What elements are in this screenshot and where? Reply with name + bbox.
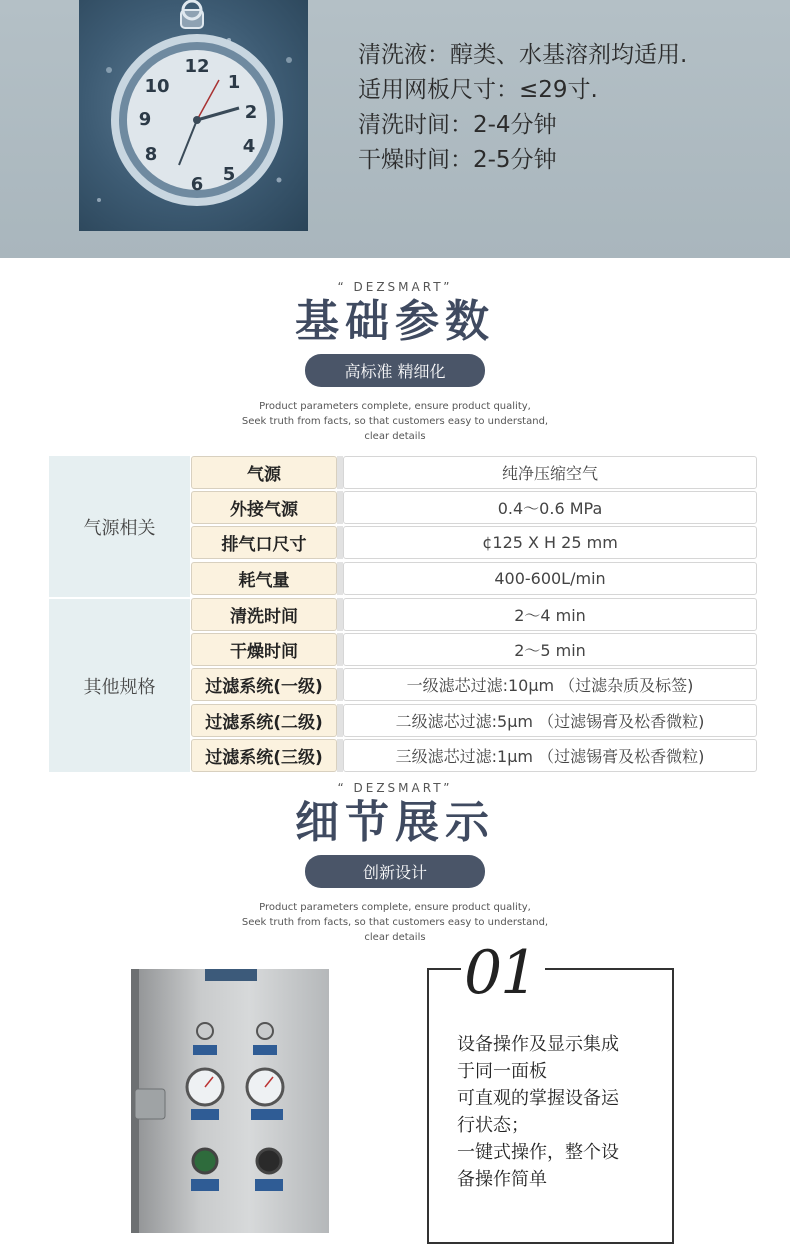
- stopwatch-photo: [79, 0, 308, 231]
- parameter-table: [49, 456, 757, 772]
- top-banner: [0, 0, 790, 258]
- desc-line: Seek truth from facts, so that customers easy to understand,: [241, 917, 549, 928]
- param-key: 过滤系统(二级): [191, 704, 337, 737]
- section-title: 基础参数: [295, 296, 495, 347]
- desc-line: Product parameters complete, ensure product quality,: [259, 902, 531, 913]
- table-row: [191, 456, 757, 489]
- desc-line: clear details: [364, 431, 426, 442]
- table-row: [191, 491, 757, 524]
- param-key: 过滤系统(三级): [191, 739, 337, 772]
- param-value: ¢125 X H 25 mm: [343, 526, 757, 559]
- table-row: [191, 598, 757, 631]
- detail-line: 可直观的掌握设备运: [457, 1088, 619, 1109]
- param-key: 外接气源: [191, 491, 337, 524]
- param-value: 0.4～0.6 MPa: [343, 491, 757, 524]
- desc-line: Product parameters complete, ensure product quality,: [259, 401, 531, 412]
- frame-top-line: [427, 968, 461, 970]
- svg-text:9: 9: [138, 109, 152, 130]
- control-panel-photo: [131, 969, 329, 1233]
- table-row: [191, 562, 757, 595]
- detail-line: 于同一面板: [457, 1061, 547, 1082]
- detail-line: 备操作简单: [457, 1169, 547, 1190]
- table-row: [191, 668, 757, 701]
- table-row: [191, 739, 757, 772]
- param-value: 纯净压缩空气: [343, 456, 757, 489]
- section-pill: 创新设计: [305, 855, 485, 888]
- param-value: 三级滤芯过滤:1μm （过滤锡膏及松香微粒): [343, 739, 757, 772]
- param-value: 2～5 min: [343, 633, 757, 666]
- detail-line: 一键式操作，整个设: [457, 1142, 619, 1163]
- param-key: 耗气量: [191, 562, 337, 595]
- svg-text:1: 1: [227, 72, 241, 93]
- svg-text:12: 12: [184, 56, 210, 77]
- brand-label: “ DEZSMART”: [337, 781, 453, 795]
- param-value: 二级滤芯过滤:5μm （过滤锡膏及松香微粒): [343, 704, 757, 737]
- group-label-other: 其他规格: [49, 599, 190, 772]
- detail-section-header: [0, 781, 790, 945]
- detail-line: 设备操作及显示集成: [457, 1034, 619, 1055]
- param-key: 过滤系统(一级): [191, 668, 337, 701]
- banner-line: 清洗时间：2-4分钟: [358, 112, 557, 138]
- table-row: [191, 526, 757, 559]
- banner-line: 适用网板尺寸：≤29寸.: [358, 77, 598, 103]
- section-title: 细节展示: [295, 797, 495, 848]
- svg-text:5: 5: [222, 164, 236, 185]
- param-key: 排气口尺寸: [191, 526, 337, 559]
- detail-number: 01: [464, 938, 537, 1008]
- params-section-header: [0, 280, 790, 444]
- section-description: [0, 900, 790, 945]
- detail-line: 行状态；: [457, 1115, 529, 1136]
- param-value: 400-600L/min: [343, 562, 757, 595]
- group-label-air: 气源相关: [49, 456, 190, 597]
- frame-top-line: [545, 968, 674, 970]
- desc-line: Seek truth from facts, so that customers easy to understand,: [241, 416, 549, 427]
- param-key: 清洗时间: [191, 598, 337, 631]
- section-description: [0, 399, 790, 444]
- svg-text:6: 6: [190, 174, 204, 195]
- svg-text:10: 10: [144, 76, 170, 97]
- param-value: 2～4 min: [343, 598, 757, 631]
- svg-text:4: 4: [242, 136, 256, 157]
- banner-line: 清洗液：醇类、水基溶剂均适用.: [358, 42, 688, 68]
- svg-text:2: 2: [244, 102, 258, 123]
- table-row: [191, 633, 757, 666]
- section-pill: 高标准 精细化: [305, 354, 485, 387]
- brand-label: “ DEZSMART”: [337, 280, 453, 294]
- table-row: [191, 704, 757, 737]
- banner-line: 干燥时间：2-5分钟: [358, 147, 557, 173]
- desc-line: clear details: [364, 932, 426, 943]
- param-key: 干燥时间: [191, 633, 337, 666]
- detail-description: [457, 1031, 657, 1193]
- param-key: 气源: [191, 456, 337, 489]
- svg-text:8: 8: [144, 144, 158, 165]
- param-value: 一级滤芯过滤:10μm （过滤杂质及标签): [343, 668, 757, 701]
- banner-spec-list: [358, 38, 687, 178]
